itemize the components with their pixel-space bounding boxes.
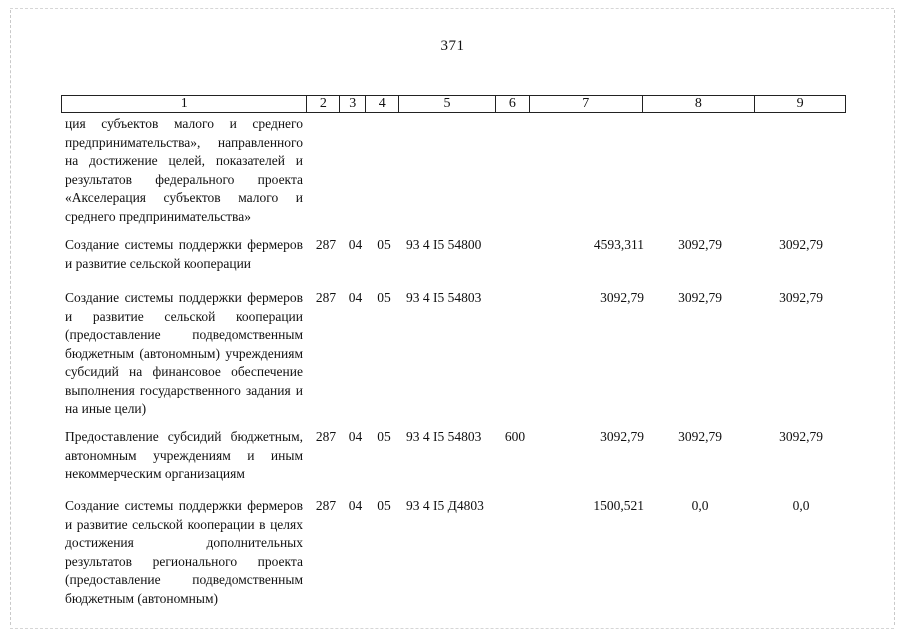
header-col-5: 5 <box>399 96 496 112</box>
row-code-subsection: 05 <box>377 290 391 305</box>
table-header-row <box>61 95 846 113</box>
row-amount-col8: 3092,79 <box>678 429 722 444</box>
header-col-6: 6 <box>496 96 530 112</box>
header-col-2: 2 <box>307 96 340 112</box>
scan-edge-left <box>10 10 12 625</box>
row-amount-col8: 0,0 <box>691 498 709 513</box>
header-col-1: 1 <box>62 96 307 112</box>
row-code-admin: 287 <box>315 429 337 444</box>
scan-edge-top <box>10 8 894 10</box>
row-amount-col9: 3092,79 <box>779 290 823 305</box>
row-amount-col9: 0,0 <box>792 498 810 513</box>
row-target-article: 93 4 I5 54803 <box>406 290 482 305</box>
row-target-article: 93 4 I5 54803 <box>406 429 482 444</box>
row-amount-col9: 3092,79 <box>779 429 823 444</box>
row-code-section: 04 <box>348 290 363 305</box>
row-target-article: 93 4 I5 54800 <box>406 237 482 252</box>
header-col-4: 4 <box>366 96 399 112</box>
row-code-subsection: 05 <box>377 237 391 252</box>
row-amount-col7: 3092,79 <box>600 429 644 444</box>
row-code-section: 04 <box>348 498 363 513</box>
scan-edge-bottom <box>10 628 894 630</box>
scan-edge-right <box>894 10 896 625</box>
row-amount-col9: 3092,79 <box>779 237 823 252</box>
row-expense-type: 600 <box>504 429 526 444</box>
row-code-subsection: 05 <box>377 498 391 513</box>
row-amount-col8: 3092,79 <box>678 237 722 252</box>
header-col-9: 9 <box>796 96 804 111</box>
row-amount-col7: 1500,521 <box>593 498 644 513</box>
row-name: Создание системы поддержки фермеров и развитие сельской кооперации (предоставление подведомственным бюджетным (автономным) учреждениям субсидий на финансовое обеспечение выполнения государственного задания и на иные цели) <box>65 290 303 416</box>
row-code-admin: 287 <box>315 290 337 305</box>
row-name: Создание системы поддержки фермеров и развитие сельской кооперации <box>65 237 303 271</box>
header-col-7: 7 <box>530 96 643 112</box>
row-code-section: 04 <box>348 429 363 444</box>
header-col-3: 3 <box>340 96 366 112</box>
row-target-article: 93 4 I5 Д4803 <box>406 498 484 513</box>
row-amount-col7: 3092,79 <box>600 290 644 305</box>
header-col-8: 8 <box>643 96 756 112</box>
row-name: Предоставление субсидий бюджетным, автономным учреждениям и иным некоммерческим организациям <box>65 429 303 481</box>
row-name: Создание системы поддержки фермеров и развитие сельской кооперации в целях достижения дополнительных результатов регионального проекта (предоставление подведомственным бюджетным (автономным) <box>65 498 303 606</box>
row-code-subsection: 05 <box>377 429 391 444</box>
row-amount-col8: 3092,79 <box>678 290 722 305</box>
row-amount-col7: 4593,311 <box>593 237 644 252</box>
row-code-section: 04 <box>348 237 363 252</box>
page-number: 371 <box>440 38 465 54</box>
row-code-admin: 287 <box>315 498 337 513</box>
row-name: ция субъектов малого и среднего предпринимательства», направленного на достижение целей, показателей и результатов федерального проекта «Акселерация субъектов малого и среднего предпринимательства» <box>65 116 303 224</box>
row-code-admin: 287 <box>315 237 337 252</box>
